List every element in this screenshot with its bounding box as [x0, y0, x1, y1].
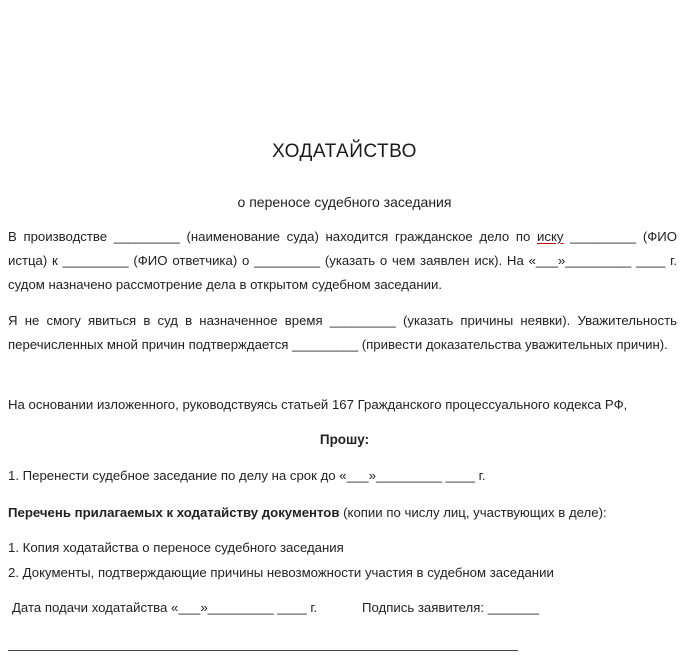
paragraph-legal-basis-text: На основании изложенного, руководствуясь статьей 167 Гражданского процессуального кодекса РФ,: [8, 397, 628, 412]
document-subtitle: о переносе судебного заседания: [237, 194, 452, 210]
attachment-item: 1. Копия ходатайства о переносе судебного заседания: [8, 540, 344, 555]
date-field-label: Дата подачи ходатайства «___»_________ ____ г.: [12, 600, 318, 615]
paragraph-absence-reason: [8, 309, 677, 357]
attachments-heading-rest: (копии по числу лиц, участвующих в деле):: [339, 505, 607, 520]
signature-field-label: Подпись заявителя: _______: [362, 600, 540, 615]
attachments-heading: [8, 505, 607, 520]
bottom-rule: [8, 650, 518, 651]
request-item: 1. Перенести судебное заседание по делу на срок до «___»_________ ____ г.: [8, 468, 486, 483]
paragraph-case-info-start: В производстве _________ (наименование суда) находится гражданское дело по: [8, 229, 538, 244]
paragraph-case-info: [8, 225, 677, 297]
claim-link[interactable]: иску: [537, 229, 564, 244]
attachments-heading-bold: Перечень прилагаемых к ходатайству документов: [8, 505, 340, 520]
attachment-item: 2. Документы, подтверждающие причины невозможности участия в судебном заседании: [8, 565, 554, 580]
paragraph-legal-basis: [8, 393, 677, 417]
request-heading: Прошу:: [319, 432, 370, 447]
paragraph-case-info-end: _________ (ФИО истца) к _________ (ФИО ответчика) о _________ (указать о чем заявлен иск). На «___»_________ ____ г. судом назначено рассмотрение дела в открытом судебном заседании.: [8, 229, 677, 292]
paragraph-absence-reason-text: Я не смогу явиться в суд в назначенное время _________ (указать причины неявки). Уважительность перечисленных мной причин подтверждается _________ (привести доказательства уважительных причин).: [8, 313, 677, 352]
document-title: ХОДАТАЙСТВО: [272, 141, 417, 162]
